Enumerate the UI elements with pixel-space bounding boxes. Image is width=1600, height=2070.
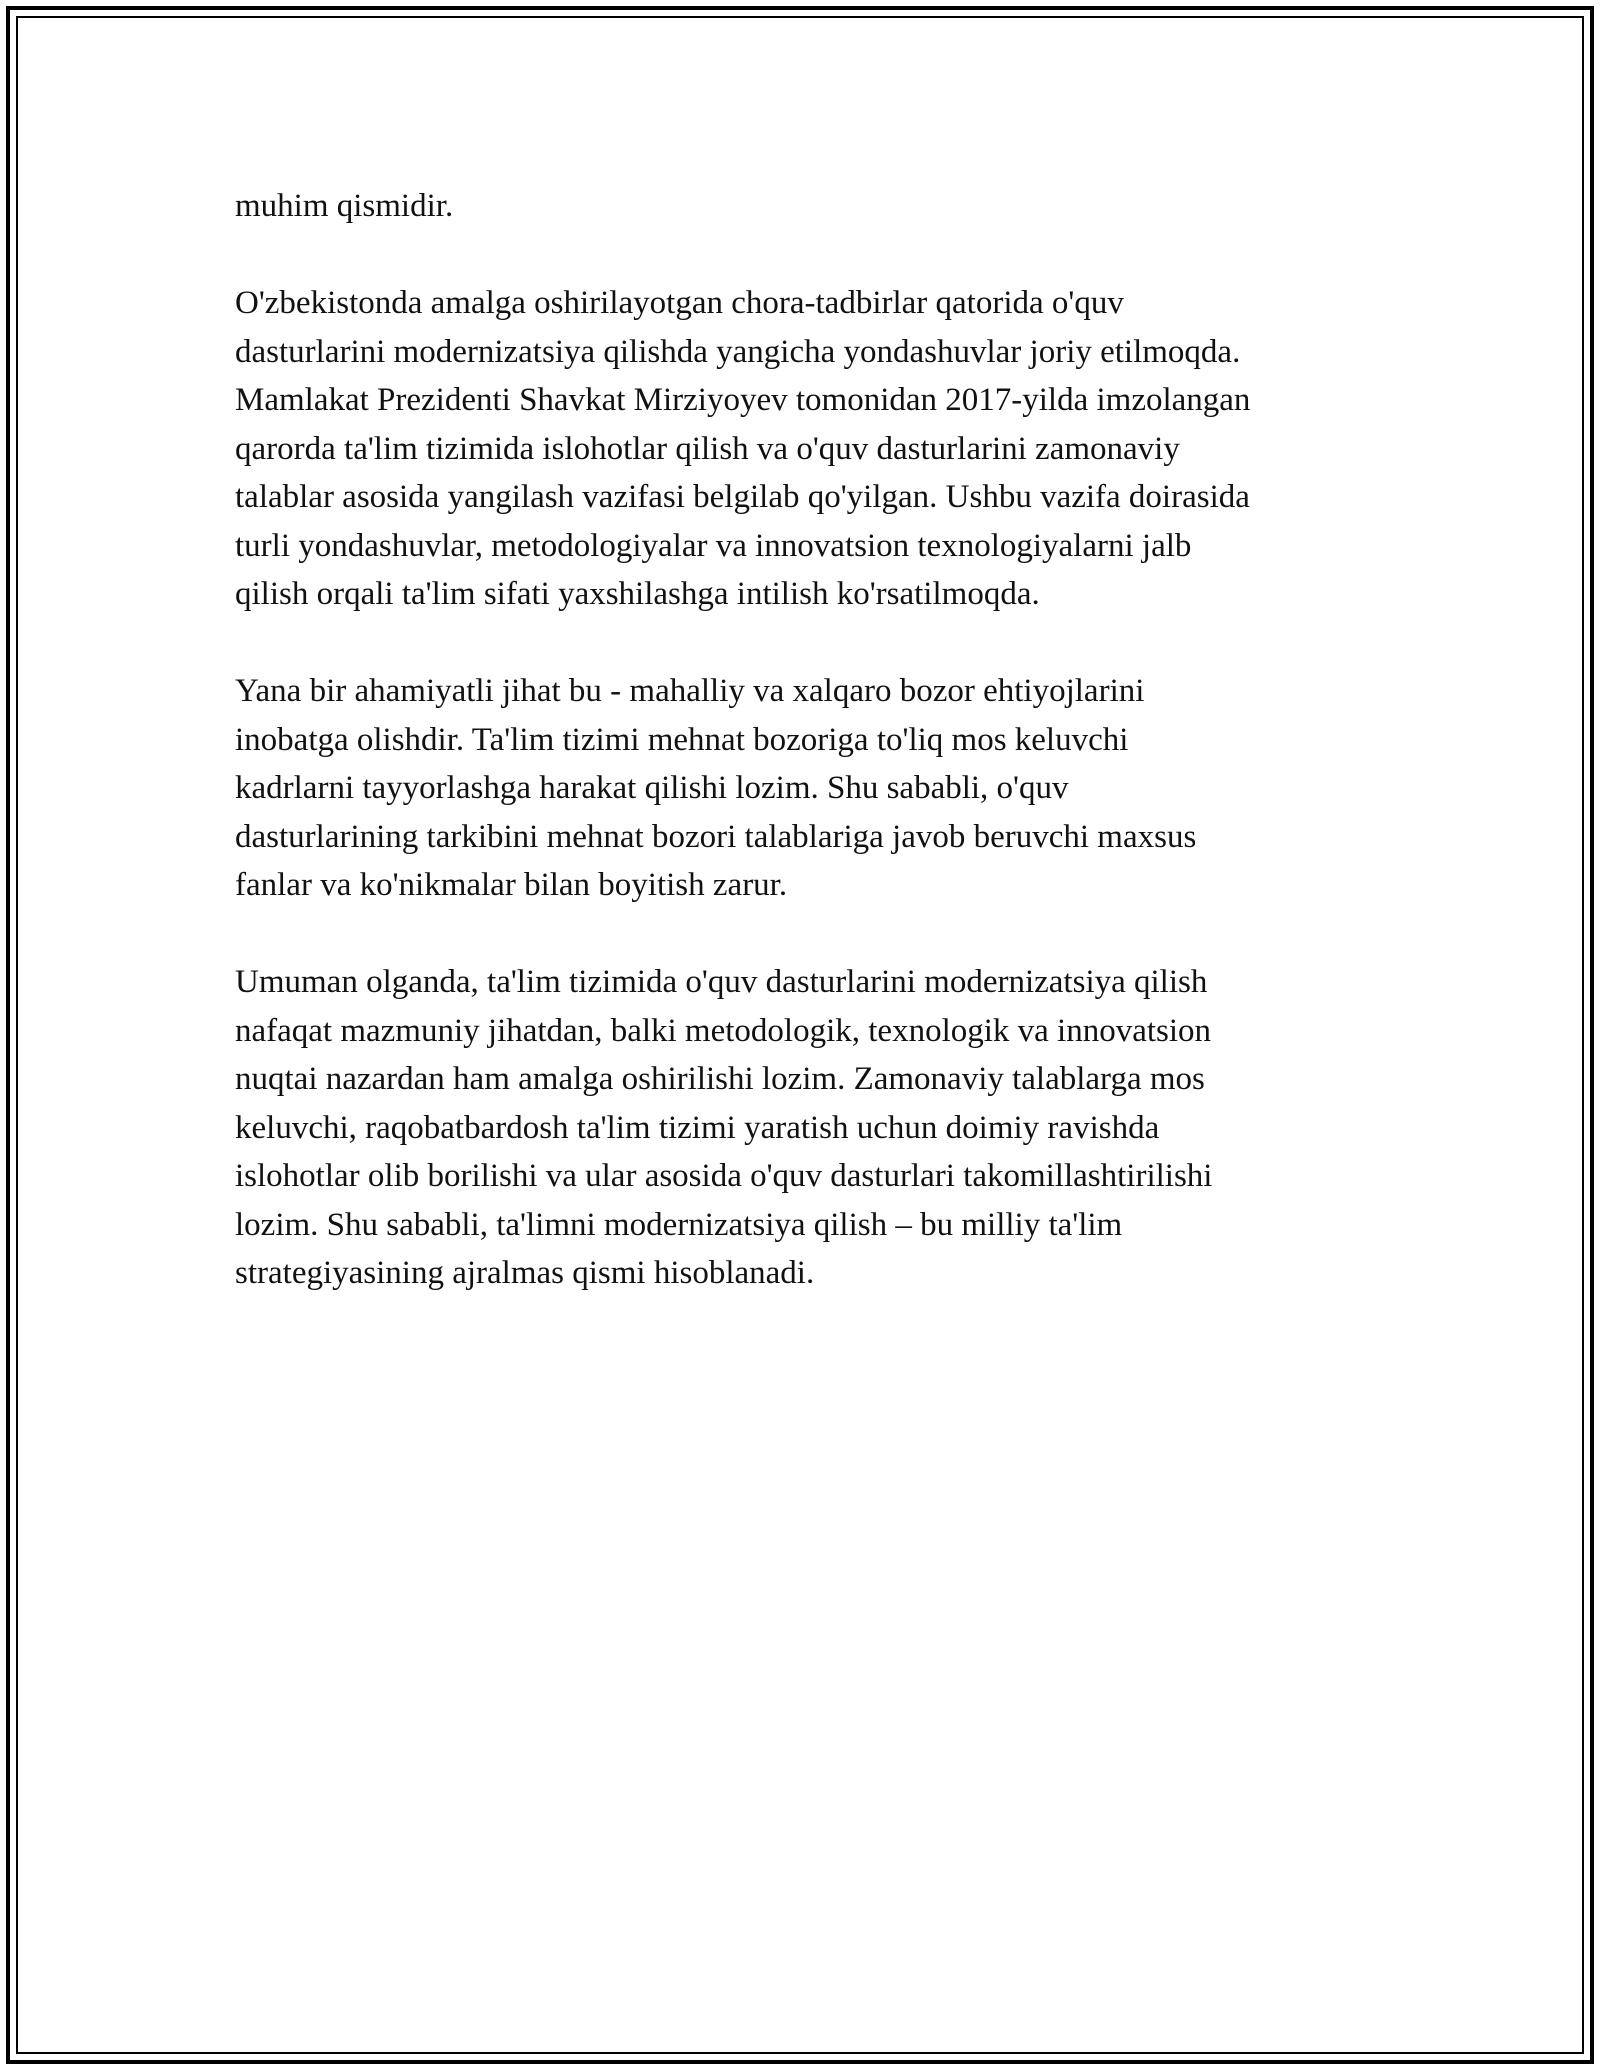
document-body (235, 182, 1365, 1346)
paragraph-modernization-measures: O'zbekistonda amalga oshirilayotgan chora-tadbirlar qatorida o'quv dasturlarini modernizatsiya qilishda yangicha yondashuvlar joriy etilmoqda. Mamlakat Prezidenti Shavkat Mirziyoyev tomonidan 2017-yilda imzolangan qarorda ta'lim tizimida islohotlar qilish va o'quv dasturlarini zamonaviy talablar asosida yangilash vazifasi belgilab qo'yilgan. Ushbu vazifa doirasida turli yondashuvlar, metodologiyalar va innovatsion texnologiyalarni jalb qilish orqali ta'lim sifati yaxshilashga intilish ko'rsatilmoqda. (235, 285, 1251, 612)
paragraph-continuation: muhim qismidir. (235, 188, 454, 224)
paragraph-labor-market: Yana bir ahamiyatli jihat bu - mahalliy va xalqaro bozor ehtiyojlarini inobatga olishdir. Ta'lim tizimi mehnat bozoriga to'liq mos keluvchi kadrlarni tayyorlashga harakat qilishi lozim. Shu sababli, o'quv dasturlarining tarkibini mehnat bozori talablariga javob beruvchi maxsus fanlar va ko'nikmalar bilan boyitish zarur. (235, 673, 1197, 903)
paragraph-conclusion: Umuman olganda, ta'lim tizimida o'quv dasturlarini modernizatsiya qilish nafaqat mazmuniy jihatdan, balki metodologik, texnologik va innovatsion nuqtai nazardan ham amalga oshirilishi lozim. Zamonaviy talablarga mos keluvchi, raqobatbardosh ta'lim tizimi yaratish uchun doimiy ravishda islohotlar olib borilishi va ular asosida o'quv dasturlari takomillashtirilishi lozim. Shu sababli, ta'limni modernizatsiya qilish – bu milliy ta'lim strategiyasining ajralmas qismi hisoblanadi. (235, 964, 1213, 1291)
